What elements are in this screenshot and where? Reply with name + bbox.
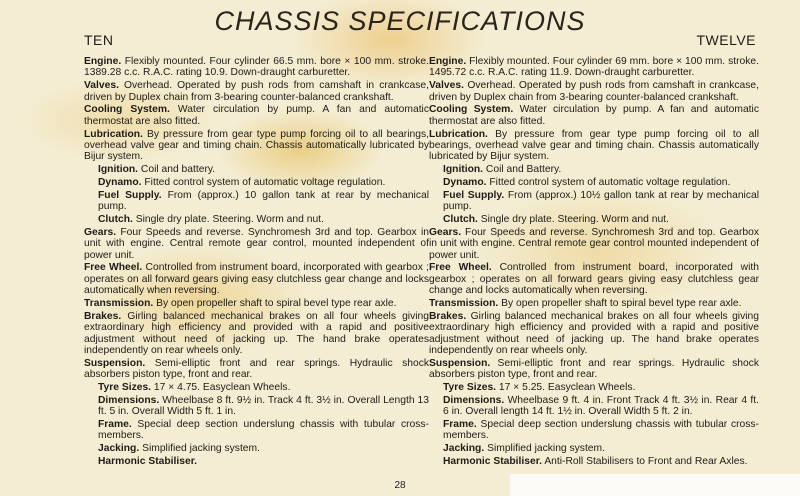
spec-item (84, 80, 429, 103)
model-twelve-heading: TWELVE (696, 32, 756, 48)
spec-heading: Harmonic Stabiliser. (98, 456, 198, 468)
spec-heading: Free Wheel. (84, 262, 143, 274)
spec-text: Controlled from instrument board, incorporated with gearbox ; operates on all forward gears giving easy clutchless gear change and locks automatically when reversing. (429, 262, 759, 297)
spec-text: Single dry plate. Steering. Worm and nut. (135, 214, 324, 226)
spec-text: Flexibly mounted. Four cylinder 69 mm. bore × 100 mm. stroke. 1495.72 c.c. R.A.C. rating 11.9. Down-draught carburetter. (429, 56, 759, 79)
spec-text: Fitted control system of automatic voltage regulation. (489, 177, 731, 189)
spec-heading: Lubrication. (429, 128, 488, 140)
spec-text: By pressure from gear type pump forcing oil to all bearings, overhead valve gear and timing chain. Chassis automatically lubricated by Bijur system. (84, 128, 429, 163)
spec-text: Water circulation by pump. A fan and automatic thermostat are also fitted. (429, 104, 759, 127)
spec-text: Girling balanced mechanical brakes on all four wheels giving extraordinary high efficiency and provided with a rapid and positive adjustment without need of jacking up. The hand brake operates independently on rear wheels only. (429, 310, 759, 357)
page-number: 28 (394, 480, 406, 491)
spec-text: Simplified jacking system. (487, 443, 605, 455)
spec-heading: Tyre Sizes. (443, 382, 497, 394)
spec-heading: Cooling System. (429, 104, 514, 116)
spec-text: By pressure from gear type pump forcing oil to all bearings, overhead valve gear and timing chain. Chassis automatically lubricated by Bijur system. (429, 128, 759, 163)
spec-text: From (approx.) 10½ gallon tank at rear by mechanical pump. (443, 189, 759, 213)
spec-heading: Dimensions. (443, 394, 505, 406)
spec-item (429, 358, 759, 381)
spec-item (429, 190, 759, 213)
spec-item (84, 298, 429, 309)
spec-item (84, 129, 429, 163)
spec-item (429, 298, 759, 309)
spec-item (429, 443, 759, 454)
spec-heading: Clutch. (98, 214, 133, 226)
spec-heading: Suspension. (84, 357, 146, 369)
spec-text: Wheelbase 9 ft. 4 in. Front Track 4 ft. 3½ in. Rear 4 ft. 6 in. Overall length 14 ft. 1½ in. Overall Width 5 ft. 2 in. (443, 394, 759, 418)
spec-heading: Fuel Supply. (443, 189, 505, 201)
spec-heading: Free Wheel. (429, 262, 492, 274)
spec-text: Girling balanced mechanical brakes on all four wheels giving extraordinary high efficiency and provided with a rapid and positive adjustment without need of jacking up. The hand brake operates independently on rear wheels only. (84, 310, 429, 357)
spec-item (429, 262, 759, 296)
spec-item (429, 456, 759, 467)
spec-item (84, 456, 429, 467)
spec-item (84, 227, 429, 261)
spec-heading: Suspension. (429, 357, 491, 369)
spec-item (429, 104, 759, 127)
spec-item (84, 443, 429, 454)
spec-heading: Transmission. (84, 298, 154, 310)
spec-text: Special deep section underslung chassis with tubular cross-members. (98, 419, 429, 442)
spec-text: Four Speeds and reverse. Synchromesh 3rd and top. Gearbox in unit with engine. Central remote gear control mounted independent of power unit. (429, 226, 759, 261)
spec-heading: Gears. (429, 226, 462, 238)
spec-heading: Harmonic Stabiliser. (443, 456, 543, 468)
spec-item (429, 80, 759, 103)
spec-heading: Dimensions. (98, 394, 160, 406)
spec-item (429, 311, 759, 357)
spec-item (429, 129, 759, 163)
spec-item (429, 419, 759, 442)
spec-heading: Ignition. (98, 164, 139, 176)
spec-heading: Engine. (84, 56, 122, 67)
spec-heading: Clutch. (443, 214, 478, 226)
ten-specifications-column (84, 56, 429, 469)
spec-heading: Lubrication. (84, 128, 143, 140)
spec-text: Wheelbase 8 ft. 9½ in. Track 4 ft. 3½ in. Overall Length 13 ft. 5 in. Overall Width 5 ft. 1 in. (98, 394, 429, 418)
spec-item (84, 104, 429, 127)
spec-heading: Jacking. (98, 443, 140, 455)
spec-heading: Transmission. (429, 298, 499, 310)
spec-heading: Dynamo. (443, 177, 487, 189)
spec-item (429, 214, 759, 225)
spec-item (84, 262, 429, 296)
spec-text: Single dry plate. Steering. Worm and nut. (480, 214, 669, 226)
spec-item (84, 56, 429, 79)
spec-text: Coil and battery. (140, 164, 216, 176)
spec-item (429, 395, 759, 418)
spec-heading: Frame. (443, 419, 477, 431)
model-ten-heading: TEN (84, 32, 114, 48)
spec-item (84, 419, 429, 442)
spec-heading: Brakes. (429, 310, 467, 322)
spec-heading: Cooling System. (84, 104, 170, 116)
spec-heading: Fuel Supply. (98, 189, 162, 201)
spec-heading: Engine. (429, 56, 467, 67)
spec-item (84, 382, 429, 393)
spec-item (84, 177, 429, 188)
spec-item (429, 227, 759, 261)
spec-heading: Jacking. (443, 443, 485, 455)
spec-item (429, 56, 759, 79)
spec-text: Water circulation by pump. A fan and automatic thermostat are also fitted. (84, 104, 429, 127)
spec-heading: Frame. (98, 419, 132, 431)
spec-text: Special deep section underslung chassis with tubular cross-members. (443, 419, 759, 442)
spec-text: Fitted control system of automatic voltage regulation. (144, 177, 386, 189)
spec-text: Overhead. Operated by push rods from camshaft in crankcase, driven by Duplex chain from 3-bearing counter-balanced crankshaft. (429, 80, 759, 103)
spec-text: Simplified jacking system. (142, 443, 260, 455)
spec-item (429, 177, 759, 188)
twelve-specifications-column (429, 56, 759, 469)
spec-text: 17 × 4.75. Easyclean Wheels. (153, 382, 291, 394)
spec-text: By open propeller shaft to spiral bevel type rear axle. (156, 298, 397, 310)
page-title: CHASSIS SPECIFICATIONS (214, 6, 586, 36)
spec-heading: Dynamo. (98, 177, 142, 189)
spec-item (429, 382, 759, 393)
spec-item (429, 164, 759, 175)
spec-text: Anti-Roll Stabilisers to Front and Rear Axles. (544, 456, 748, 468)
page-corner-edge (510, 474, 800, 496)
spec-heading: Ignition. (443, 164, 484, 176)
spec-heading: Brakes. (84, 310, 122, 322)
spec-text: Four Speeds and reverse. Synchromesh 3rd and top. Gearbox in unit with engine. Central remote gear control, mounted independent of power unit. (84, 226, 429, 261)
spec-heading: Gears. (84, 226, 117, 238)
spec-item (84, 358, 429, 381)
spec-text: From (approx.) 10 gallon tank at rear by mechanical pump. (98, 189, 429, 213)
spec-text: Coil and Battery. (485, 164, 562, 176)
spec-text: Overhead. Operated by push rods from camshaft in crankcase, driven by Duplex chain from 3-bearing counter-balanced crankshaft. (84, 80, 429, 103)
spec-text: By open propeller shaft to spiral bevel type rear axle. (501, 298, 742, 310)
spec-item (84, 311, 429, 357)
spec-text: Semi-elliptic front and rear springs. Hydraulic shock absorbers piston type, front and rear. (429, 357, 759, 381)
spec-heading: Tyre Sizes. (98, 382, 152, 394)
spec-text: Semi-elliptic front and rear springs. Hydraulic shock absorbers piston type, front and rear. (84, 357, 429, 381)
spec-text: Flexibly mounted. Four cylinder 66.5 mm. bore × 100 mm. stroke. 1389.28 c.c. R.A.C. rating 10.9. Down-draught carburetter. (84, 56, 429, 79)
spec-text: Controlled from instrument board, incorporated with gearbox ; operates on all forward gears giving easy clutchless gear change and locks automatically when reversing. (84, 262, 429, 297)
spec-heading: Valves. (84, 80, 119, 92)
spec-text: 17 × 5.25. Easyclean Wheels. (498, 382, 636, 394)
spec-item (84, 395, 429, 418)
spec-item (84, 214, 429, 225)
spec-item (84, 190, 429, 213)
spec-heading: Valves. (429, 80, 464, 92)
spec-item (84, 164, 429, 175)
